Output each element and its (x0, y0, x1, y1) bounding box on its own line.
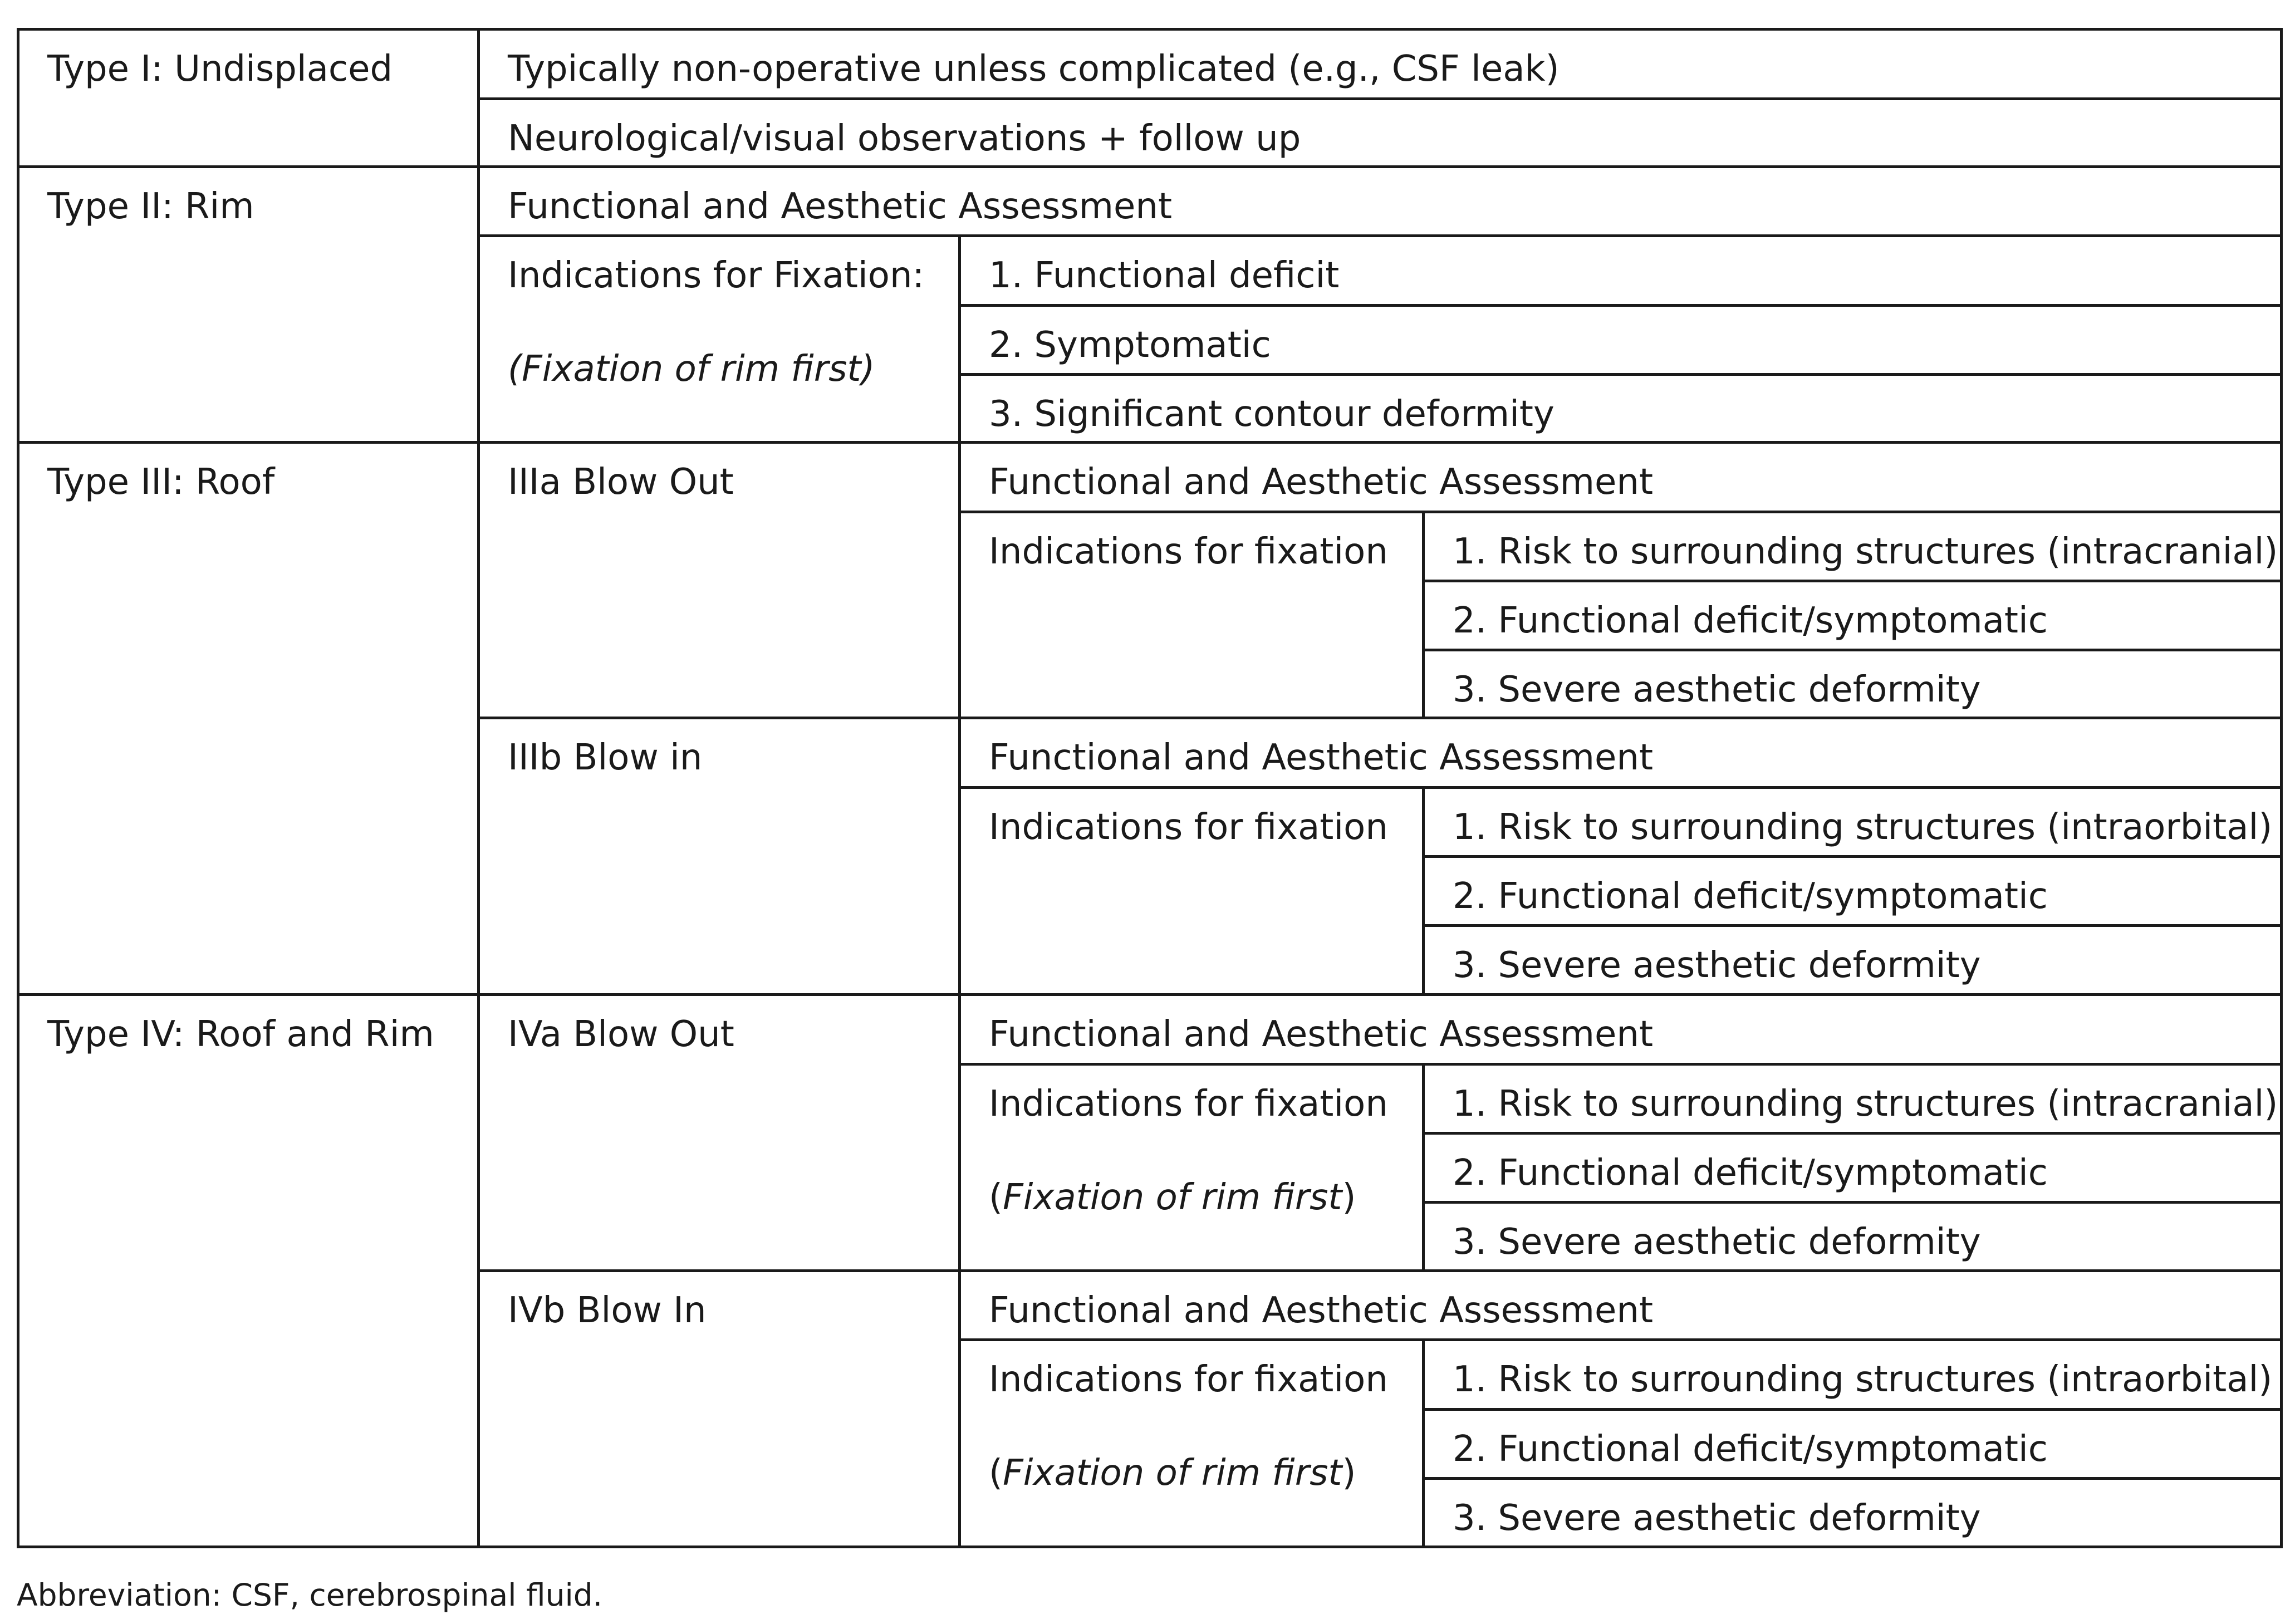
assessment-cell: Functional and Aesthetic Assessment (958, 717, 2283, 789)
subtype-cell: IVa Blow Out (477, 993, 961, 1272)
assessment-cell: Functional and Aesthetic Assessment (477, 165, 2283, 237)
subtype-cell: IIIb Blow in (477, 717, 961, 996)
subtype-cell: IVb Blow In (477, 1269, 961, 1548)
fixation-note: (Fixation of rim first) (989, 1453, 1356, 1494)
type-label: Type II: Rim (47, 186, 254, 227)
indication-cell: 2. Functional deficit/symptomatic (1422, 1408, 2283, 1480)
fixation-note: (Fixation of rim first) (989, 1177, 1356, 1218)
indication-cell: 2. Symptomatic (958, 304, 2283, 376)
type-cell (17, 993, 480, 1548)
indications-label-cell: Indications for Fixation: (Fixation of rim first) (477, 234, 961, 444)
type-cell (17, 165, 480, 444)
abbreviation-footnote: Abbreviation: CSF, cerebrospinal fluid. (17, 1577, 603, 1613)
indications-label-cell: Indications for fixation (Fixation of rim first) (958, 1063, 1425, 1272)
indication-cell: 3. Severe aesthetic deformity (1422, 1201, 2283, 1272)
indications-label-cell: Indications for fixation (958, 511, 1425, 719)
indication-cell: 2. Functional deficit/symptomatic (1422, 580, 2283, 651)
indication-cell: 1. Risk to surrounding structures (intracranial) (1422, 1063, 2283, 1135)
indication-cell: 3. Severe aesthetic deformity (1422, 1477, 2283, 1548)
indication-cell: 2. Functional deficit/symptomatic (1422, 855, 2283, 927)
type-label: Type I: Undisplaced (47, 48, 393, 90)
type-cell (17, 28, 480, 168)
indication-cell: 2. Functional deficit/symptomatic (1422, 1132, 2283, 1204)
management-cell: Neurological/visual observations + follow up (477, 97, 2283, 168)
subtype-cell: IIIa Blow Out (477, 441, 961, 719)
indication-cell: 3. Severe aesthetic deformity (1422, 649, 2283, 719)
indications-label-cell: Indications for fixation (Fixation of rim first) (958, 1338, 1425, 1548)
type-cell (17, 441, 480, 996)
indication-cell: 1. Risk to surrounding structures (intraorbital) (1422, 786, 2283, 858)
type-label: Type IV: Roof and Rim (47, 1014, 434, 1055)
indications-label-cell: Indications for fixation (958, 786, 1425, 996)
fixation-note: (Fixation of rim first) (508, 349, 875, 390)
indication-cell: 3. Significant contour deformity (958, 373, 2283, 444)
assessment-cell: Functional and Aesthetic Assessment (958, 441, 2283, 513)
indication-cell: 3. Severe aesthetic deformity (1422, 924, 2283, 996)
assessment-cell: Functional and Aesthetic Assessment (958, 1269, 2283, 1341)
type-label: Type III: Roof (47, 462, 275, 503)
indication-cell: 1. Risk to surrounding structures (intraorbital) (1422, 1338, 2283, 1411)
indication-cell: 1. Risk to surrounding structures (intracranial) (1422, 511, 2283, 582)
management-cell: Typically non-operative unless complicated (e.g., CSF leak) (477, 28, 2283, 100)
indication-cell: 1. Functional deficit (958, 234, 2283, 307)
assessment-cell: Functional and Aesthetic Assessment (958, 993, 2283, 1066)
